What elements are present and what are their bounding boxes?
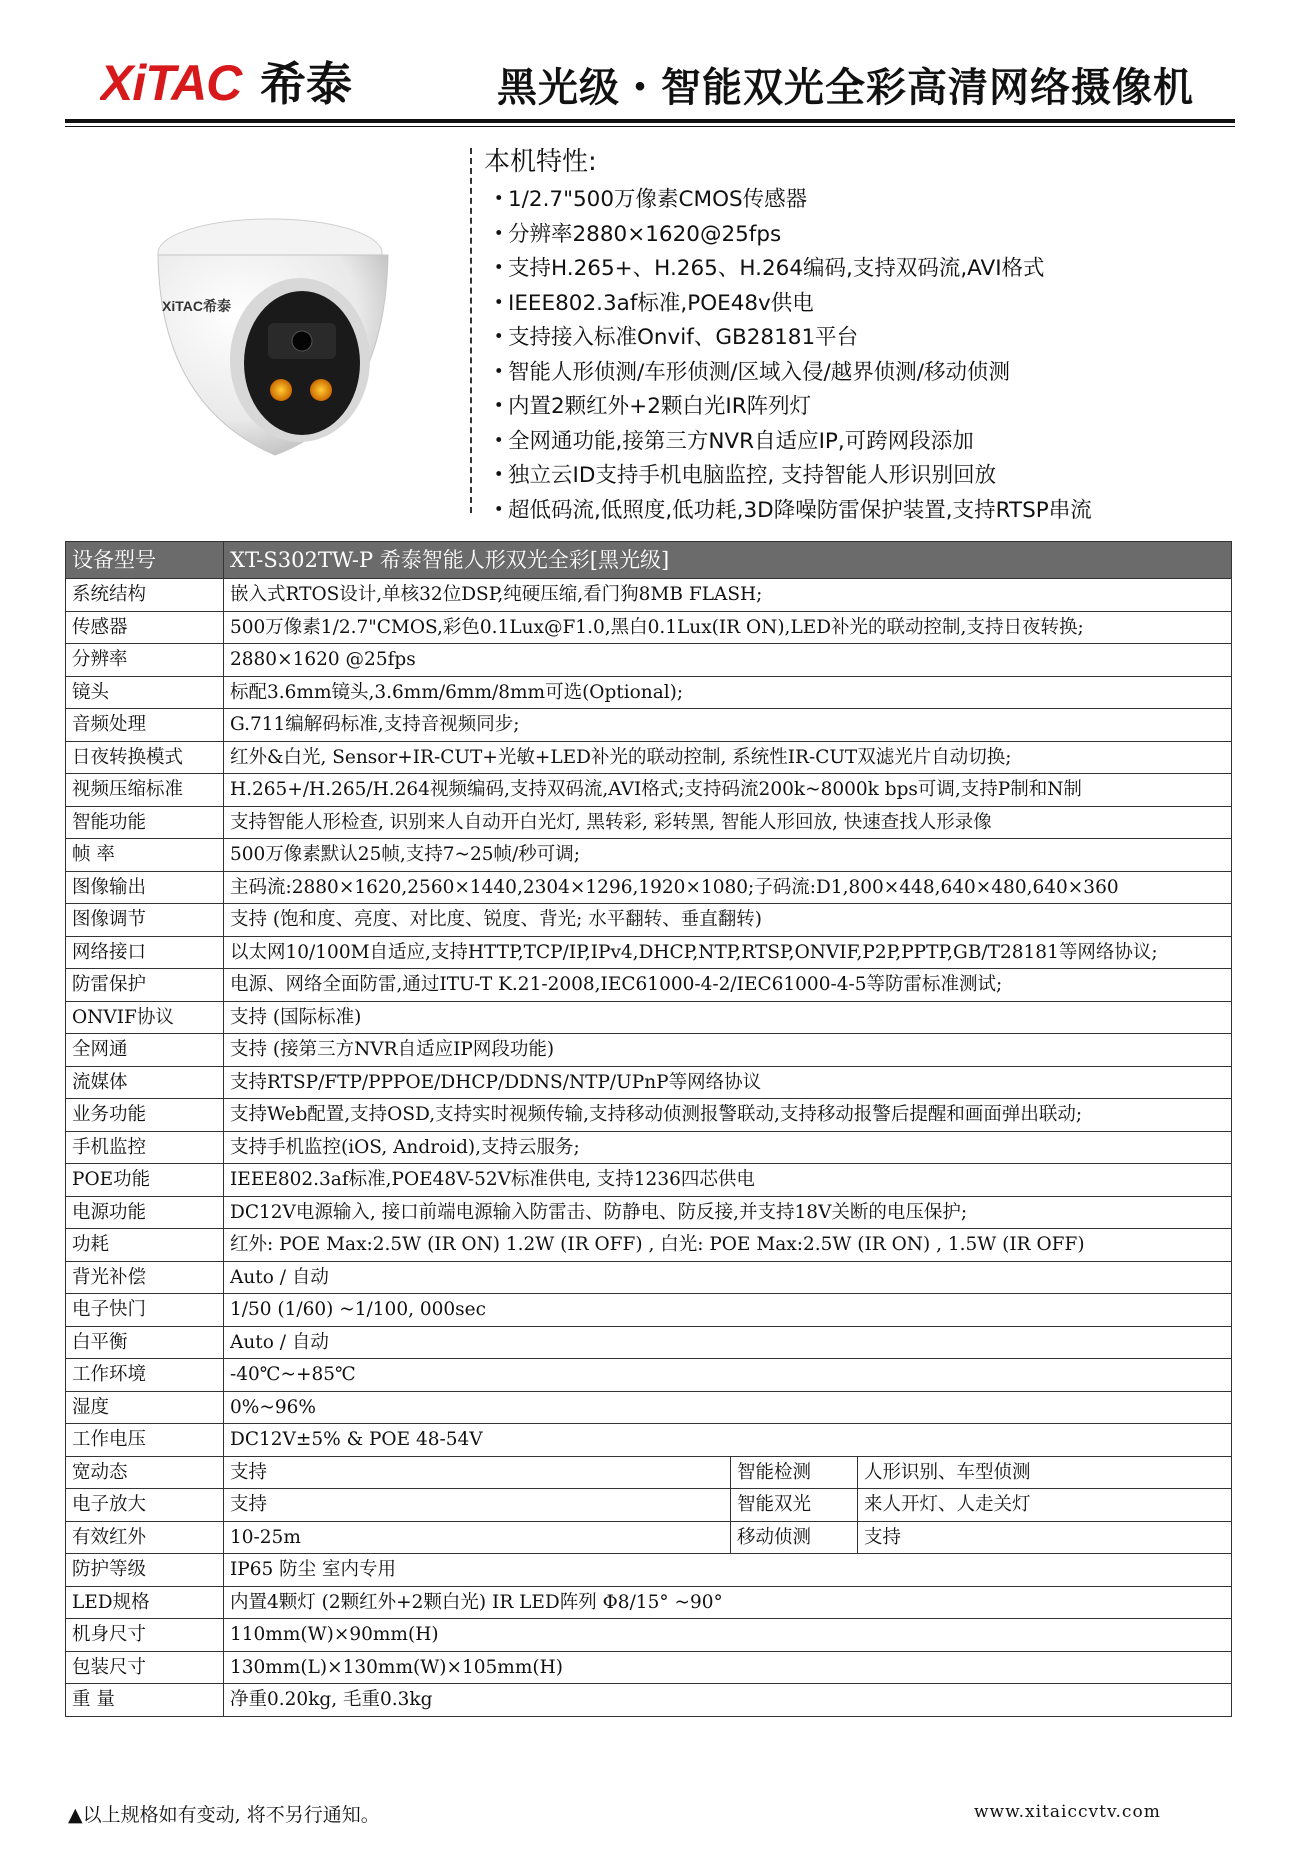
bullet-icon: ・ [488,290,510,316]
spec-value: 支持 (国际标准) [224,1001,1232,1034]
dome-camera-image [150,205,400,475]
header-rule-thin [65,126,1235,127]
features-list [488,183,1092,528]
feature-item: ・内置2颗红外+2颗白光IR阵列灯 [488,390,1092,425]
spec-label: 机身尺寸 [66,1619,224,1652]
table-row [66,1261,1232,1294]
spec-value: 标配3.6mm镜头,3.6mm/6mm/8mm可选(Optional); [224,676,1232,709]
spec-label: 音频处理 [66,709,224,742]
table-row [66,806,1232,839]
spec-value: 嵌入式RTOS设计,单核32位DSP,纯硬压缩,看门狗8MB FLASH; [224,579,1232,612]
table-row [66,969,1232,1002]
spec-label: 工作电压 [66,1424,224,1457]
spec-value: IP65 防尘 室内专用 [224,1554,1232,1587]
spec-value: 10-25m [224,1521,731,1554]
bullet-icon: ・ [488,187,510,212]
spec-label: 设备型号 [66,542,224,579]
spec-value: 主码流:2880×1620,2560×1440,2304×1296,1920×1080;子码流:D1,800×448,640×480,640×360 [224,871,1232,904]
feature-item: ・智能人形侦测/车形侦测/区域入侵/越界侦测/移动侦测 [488,356,1092,391]
spec-value: Auto / 自动 [224,1261,1232,1294]
feature-item: ・独立云ID支持手机电脑监控, 支持智能人形识别回放 [488,459,1092,494]
table-row [66,1521,1232,1554]
brand-logo [100,54,380,110]
table-row [66,1196,1232,1229]
table-row [66,1326,1232,1359]
feature-item: ・支持H.265+、H.265、H.264编码,支持双码流,AVI格式 [488,252,1092,287]
feature-item: ・1/2.7"500万像素CMOS传感器 [488,183,1092,218]
bullet-icon: ・ [488,463,510,488]
table-row [66,579,1232,612]
feature-item: ・IEEE802.3af标准,POE48v供电 [488,287,1092,322]
table-row [66,936,1232,969]
table-row [66,1684,1232,1717]
spec-value: 来人开灯、人走关灯 [858,1489,1232,1522]
spec-label: 图像调节 [66,904,224,937]
spec-label: ONVIF协议 [66,1001,224,1034]
table-row [66,741,1232,774]
table-row [66,904,1232,937]
spec-label: 防雷保护 [66,969,224,1002]
spec-value: 支持 (接第三方NVR自适应IP网段功能) [224,1034,1232,1067]
spec-value: 红外&白光, Sensor+IR-CUT+光敏+LED补光的联动控制, 系统性IR-CUT双滤光片自动切换; [224,741,1232,774]
table-row [66,871,1232,904]
bullet-icon: ・ [488,325,510,350]
bullet-icon: ・ [488,394,510,419]
table-row [66,1066,1232,1099]
table-row [66,676,1232,709]
spec-value: XT-S302TW-P 希泰智能人形双光全彩[黑光级] [224,542,1232,579]
table-row [66,1489,1232,1522]
feature-item: ・分辨率2880×1620@25fps [488,218,1092,253]
bullet-icon: ・ [488,497,510,523]
spec-label: 移动侦测 [731,1521,858,1554]
table-row [66,774,1232,807]
table-row [66,1391,1232,1424]
table-row [66,1034,1232,1067]
spec-label: 智能双光 [731,1489,858,1522]
table-row [66,1099,1232,1132]
spec-value: 110mm(W)×90mm(H) [224,1619,1232,1652]
table-row [66,1294,1232,1327]
spec-label: 分辨率 [66,644,224,677]
spec-label: 白平衡 [66,1326,224,1359]
spec-value: 支持Web配置,支持OSD,支持实时视频传输,支持移动侦测报警联动,支持移动报警后提醒和画面弹出联动; [224,1099,1232,1132]
table-row [66,611,1232,644]
table-row [66,839,1232,872]
spec-value: 支持 [858,1521,1232,1554]
spec-value: 支持 [224,1489,731,1522]
table-row [66,644,1232,677]
spec-label: 湿度 [66,1391,224,1424]
bullet-icon: ・ [488,221,510,247]
spec-value: IEEE802.3af标准,POE48V-52V标准供电, 支持1236四芯供电 [224,1164,1232,1197]
logo-cjk: 希泰 [260,57,352,110]
spec-label: 视频压缩标准 [66,774,224,807]
spec-label: 业务功能 [66,1099,224,1132]
spec-value: 支持 [224,1456,731,1489]
bullet-icon: ・ [488,428,510,454]
footer-disclaimer: ▲以上规格如有变动, 将不另行通知。 [68,1804,380,1826]
spec-label: 镜头 [66,676,224,709]
logo-latin: XiTAC [100,55,242,110]
spec-label: 功耗 [66,1229,224,1262]
spec-value: 红外: POE Max:2.5W (IR ON) 1.2W (IR OFF) , 白光: POE Max:2.5W (IR ON) , 1.5W (IR OFF) [224,1229,1232,1262]
features-separator [470,148,472,513]
footer-website-link[interactable]: www.xitaiccvtv.com [974,1802,1161,1822]
spec-value: H.265+/H.265/H.264视频编码,支持双码流,AVI格式;支持码流200k~8000k bps可调,支持P制和N制 [224,774,1232,807]
feature-item: ・全网通功能,接第三方NVR自适应IP,可跨网段添加 [488,425,1092,460]
spec-value: 130mm(L)×130mm(W)×105mm(H) [224,1651,1232,1684]
spec-label: 传感器 [66,611,224,644]
spec-label: 背光补偿 [66,1261,224,1294]
spec-value: 支持手机监控(iOS, Android),支持云服务; [224,1131,1232,1164]
spec-value: 以太网10/100M自适应,支持HTTP,TCP/IP,IPv4,DHCP,NTP,RTSP,ONVIF,P2P,PPTP,GB/T28181等网络协议; [224,936,1232,969]
table-row [66,1586,1232,1619]
spec-value: 人形识别、车型侦测 [858,1456,1232,1489]
spec-label: 电子放大 [66,1489,224,1522]
spec-label: 包装尺寸 [66,1651,224,1684]
spec-value: 支持 (饱和度、亮度、对比度、锐度、背光; 水平翻转、垂直翻转) [224,904,1232,937]
spec-label: 电源功能 [66,1196,224,1229]
page-title: 黑光级・智能双光全彩高清网络摄像机 [497,65,1194,111]
spec-label: 系统结构 [66,579,224,612]
table-row [66,709,1232,742]
table-row [66,1229,1232,1262]
spec-value: 2880×1620 @25fps [224,644,1232,677]
spec-value: 支持智能人形检查, 识别来人自动开白光灯, 黑转彩, 彩转黑, 智能人形回放, 快速查找人形录像 [224,806,1232,839]
table-row [66,1131,1232,1164]
spec-value: 500万像素默认25帧,支持7~25帧/秒可调; [224,839,1232,872]
bullet-icon: ・ [488,256,510,281]
table-row [66,1456,1232,1489]
table-row [66,1424,1232,1457]
spec-value: DC12V±5% & POE 48-54V [224,1424,1232,1457]
spec-label: POE功能 [66,1164,224,1197]
feature-item: ・超低码流,低照度,低功耗,3D降噪防雷保护装置,支持RTSP串流 [488,494,1092,529]
spec-label: 工作环境 [66,1359,224,1392]
spec-label: 全网通 [66,1034,224,1067]
spec-label: 电子快门 [66,1294,224,1327]
spec-label: 有效红外 [66,1521,224,1554]
spec-value: 500万像素1/2.7"CMOS,彩色0.1Lux@F1.0,黑白0.1Lux(IR ON),LED补光的联动控制,支持日夜转换; [224,611,1232,644]
spec-value: DC12V电源输入, 接口前端电源输入防雷击、防静电、防反接,并支持18V关断的电压保护; [224,1196,1232,1229]
spec-value: Auto / 自动 [224,1326,1232,1359]
spec-label: 日夜转换模式 [66,741,224,774]
table-row [66,1359,1232,1392]
spec-value: 净重0.20kg, 毛重0.3kg [224,1684,1232,1717]
table-row [66,1651,1232,1684]
spec-label: 网络接口 [66,936,224,969]
spec-label: 图像输出 [66,871,224,904]
spec-value: 0%~96% [224,1391,1232,1424]
spec-table [65,541,1232,1717]
feature-item: ・支持接入标准Onvif、GB28181平台 [488,321,1092,356]
spec-label: 防护等级 [66,1554,224,1587]
camera-brand-label: XiTAC希泰 [162,298,231,314]
spec-value: 支持RTSP/FTP/PPPOE/DHCP/DDNS/NTP/UPnP等网络协议 [224,1066,1232,1099]
features-heading: 本机特性: [484,147,597,177]
spec-label: 宽动态 [66,1456,224,1489]
spec-value: 电源、网络全面防雷,通过ITU-T K.21-2008,IEC61000-4-2/IEC61000-4-5等防雷标准测试; [224,969,1232,1002]
table-row [66,1164,1232,1197]
table-row [66,1001,1232,1034]
spec-label: 手机监控 [66,1131,224,1164]
table-header-row [66,542,1232,579]
header-rule-thick [65,119,1235,123]
spec-label: LED规格 [66,1586,224,1619]
table-row [66,1554,1232,1587]
spec-label: 流媒体 [66,1066,224,1099]
spec-value: 内置4颗灯 (2颗红外+2颗白光) IR LED阵列 Φ8/15° ~90° [224,1586,1232,1619]
spec-value: G.711编解码标准,支持音视频同步; [224,709,1232,742]
spec-value: -40℃~+85℃ [224,1359,1232,1392]
spec-label: 帧 率 [66,839,224,872]
table-row [66,1619,1232,1652]
spec-value: 1/50 (1/60) ~1/100, 000sec [224,1294,1232,1327]
spec-label: 智能检测 [731,1456,858,1489]
spec-label: 重 量 [66,1684,224,1717]
bullet-icon: ・ [488,359,510,385]
spec-label: 智能功能 [66,806,224,839]
